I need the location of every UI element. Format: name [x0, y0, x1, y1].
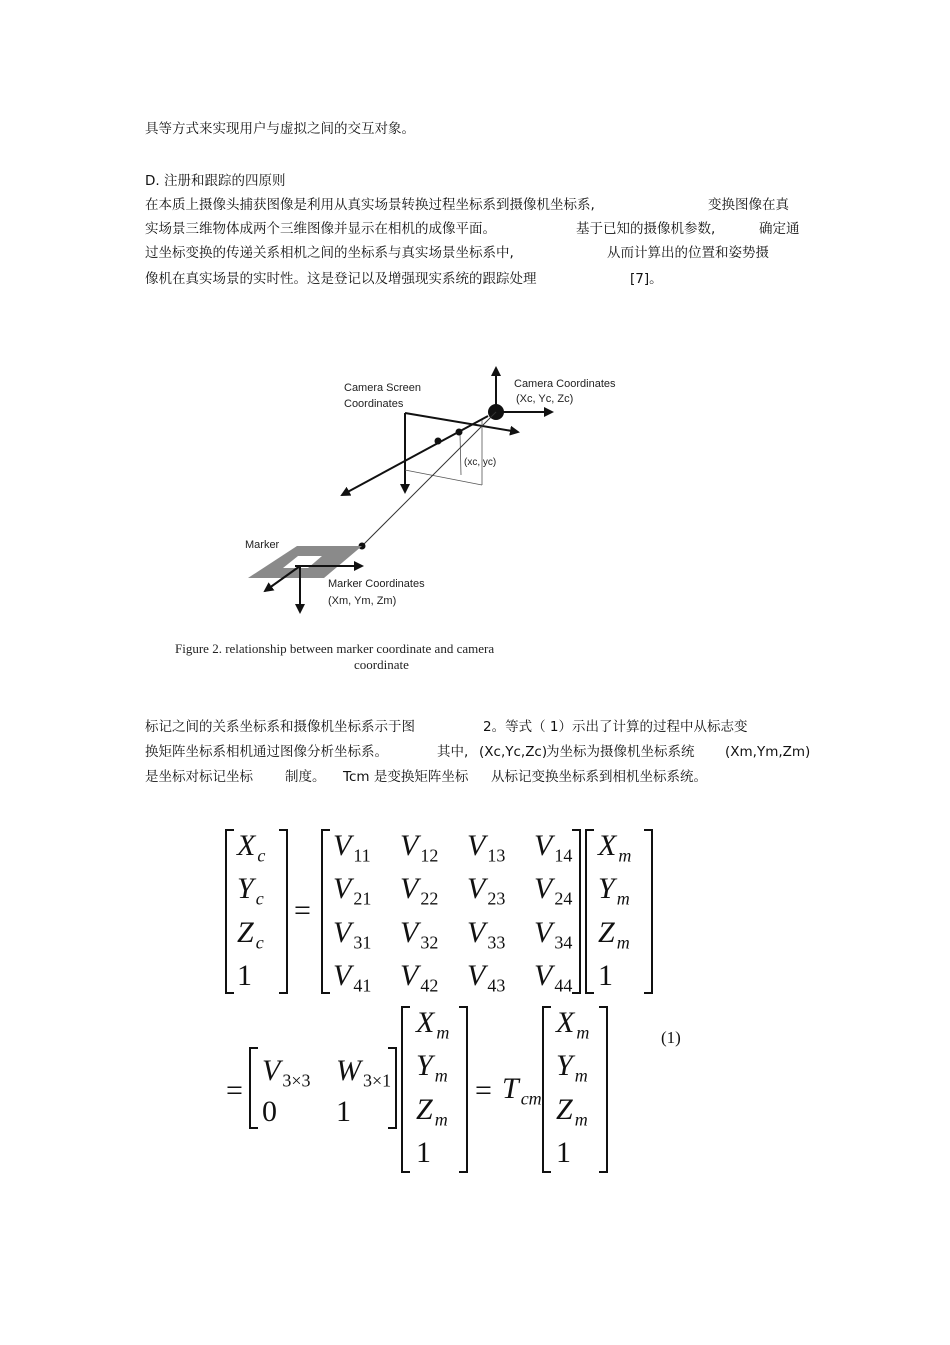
xm-vector-entry: X $_m$: [598, 829, 632, 866]
xm-vector-entry: Y $_m$: [416, 1049, 448, 1086]
text-segment: [7]。: [630, 271, 663, 287]
xm-vector-entry: X $_m$: [416, 1006, 450, 1043]
bracket-left: [322, 830, 330, 993]
label-camera-screen-2: Coordinates: [344, 398, 404, 410]
xm-vector-entry: X $_m$: [556, 1006, 590, 1043]
block-matrix-entry: 0: [262, 1095, 277, 1128]
bracket-left: [586, 830, 594, 993]
v-matrix-entry: V $_{24}$: [534, 872, 573, 909]
text-segment: 从而计算出的位置和姿势摄: [607, 245, 769, 261]
bracket-left: [402, 1007, 410, 1172]
equation-1: [0, 810, 950, 1190]
text-segment: 制度。: [285, 769, 326, 785]
xm-vector-entry: Z $_m$: [598, 916, 630, 953]
bracket-right: [572, 830, 580, 993]
v-matrix-entry: V $_{11}$: [333, 829, 371, 866]
text-segment: 在本质上摄像头捕获图像是利用从真实场景转换过程坐标系到摄像机坐标系,: [145, 197, 595, 213]
bracket-right: [459, 1007, 467, 1172]
text-segment: (Xm,Ym,Zm): [725, 744, 811, 760]
block-matrix-entry: 1: [336, 1095, 351, 1128]
projection-ray: [362, 412, 496, 546]
v-matrix-entry: V $_{44}$: [534, 959, 573, 996]
text-segment: Tcm 是变换矩阵坐标: [343, 769, 469, 785]
text-segment: 换矩阵坐标系相机通过图像分析坐标系。: [145, 744, 388, 760]
xm-vector-entry: Y $_m$: [598, 872, 630, 909]
v-matrix-entry: V $_{12}$: [400, 829, 439, 866]
xm-vector-entry: Y $_m$: [556, 1049, 588, 1086]
xm-vector-entry: 1: [416, 1136, 431, 1169]
screen-axis-diagonal: [342, 416, 488, 495]
bracket-left: [250, 1048, 258, 1128]
paragraph2-line-3: [145, 768, 707, 786]
text-segment: 变换图像在真: [708, 197, 789, 213]
bracket-left: [226, 830, 234, 993]
text-segment: 从标记变换坐标系到相机坐标系统。: [491, 769, 707, 785]
block-matrix-entry: W $_{3\times 1}$: [336, 1054, 392, 1091]
figure-caption-line-2: coordinate: [354, 657, 409, 672]
lhs-entry: Y $_c$: [237, 872, 264, 909]
equation-number: (1): [661, 1028, 681, 1047]
label-xcyc: (xc, yc): [464, 457, 497, 468]
v-matrix-entry: V $_{32}$: [400, 916, 439, 953]
text-segment: 确定通: [759, 221, 800, 237]
equals-sign: =: [475, 1074, 492, 1107]
label-camera-coordinates: Camera Coordinates: [514, 378, 616, 390]
v-matrix-entry: V $_{13}$: [467, 829, 506, 866]
paragraph2-line-2: [145, 743, 811, 761]
lhs-entry: Z $_c$: [237, 916, 264, 953]
v-matrix-entry: V $_{43}$: [467, 959, 506, 996]
section-heading: D. 注册和跟踪的四原则: [145, 173, 286, 189]
v-matrix-entry: V $_{23}$: [467, 872, 506, 909]
text-segment: 为坐标为摄像机坐标系统: [546, 744, 695, 760]
xm-vector-entry: Z $_m$: [556, 1093, 588, 1130]
label-camera-xyz: (Xc, Yc, Zc): [516, 393, 574, 405]
v-matrix-entry: V $_{42}$: [400, 959, 439, 996]
bracket-left: [543, 1007, 551, 1172]
v-matrix-entry: V $_{14}$: [534, 829, 573, 866]
bracket-right: [599, 1007, 607, 1172]
text-segment: 标记之间的关系坐标系和摄像机坐标系示于图: [145, 719, 415, 735]
equals-sign: =: [294, 894, 311, 927]
text-segment: 过坐标变换的传递关系相机之间的坐标系与真实场景坐标系中,: [145, 245, 514, 261]
v-matrix-entry: V $_{41}$: [333, 959, 372, 996]
v-matrix-entry: V $_{21}$: [333, 872, 372, 909]
paragraph2-line-1: [145, 718, 748, 736]
lhs-entry: 1: [237, 959, 252, 992]
xm-vector-entry: 1: [556, 1136, 571, 1169]
label-marker: Marker: [245, 539, 280, 551]
figure-caption-line-1: Figure 2. relationship between marker coordinate and camera: [175, 641, 495, 656]
text-segment: 基于已知的摄像机参数,: [576, 221, 716, 237]
equals-sign: =: [226, 1074, 243, 1107]
v-matrix-entry: V $_{31}$: [333, 916, 372, 953]
bracket-right: [644, 830, 652, 993]
block-matrix-entry: V $_{3\times 3}$: [262, 1054, 311, 1091]
bracket-right: [279, 830, 287, 993]
xm-vector-entry: Z $_m$: [416, 1093, 448, 1130]
v-matrix-entry: V $_{22}$: [400, 872, 439, 909]
text-segment: 实场景三维物体成两个三维图像并显示在相机的成像平面。: [145, 221, 496, 237]
text-segment: 像机在真实场景的实时性。这是登记以及增强现实系统的跟踪处理: [145, 271, 537, 287]
figure-diagram: [0, 0, 950, 640]
v-matrix-entry: V $_{34}$: [534, 916, 573, 953]
v-matrix-entry: V $_{33}$: [467, 916, 506, 953]
xm-vector-entry: 1: [598, 959, 613, 992]
transform-tcm: T $_{cm}$: [502, 1072, 542, 1109]
lhs-entry: X $_c$: [237, 829, 266, 866]
screen-point-dot: [435, 438, 442, 445]
text-segment: 其中,: [437, 744, 469, 760]
label-camera-screen: Camera Screen: [344, 382, 422, 394]
label-marker-xyz: (Xm, Ym, Zm): [328, 595, 397, 607]
label-marker-coordinates: Marker Coordinates: [328, 578, 425, 590]
text-segment: 2。等式（ 1）示出了计算的过程中从标志变: [483, 719, 748, 735]
text-segment: (Xc,Yc,Zc): [479, 744, 548, 760]
text-segment: 是坐标对标记坐标: [145, 769, 253, 785]
intro-line: 具等方式来实现用户与虚拟之间的交互对象。: [145, 121, 415, 137]
